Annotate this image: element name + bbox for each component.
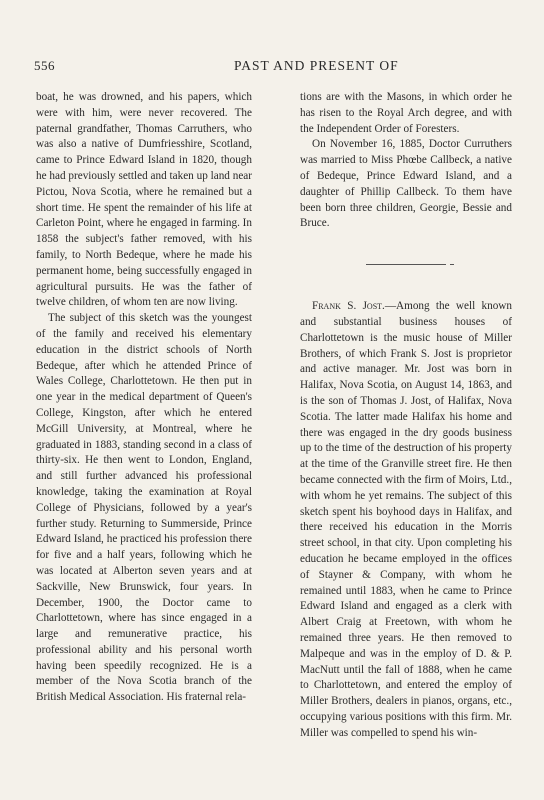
left-column xyxy=(36,90,252,706)
running-title: PAST AND PRESENT OF xyxy=(234,58,399,73)
paragraph xyxy=(300,299,512,741)
paragraph: On November 16, 1885, Doctor Curruthers was married to Miss Phœbe Callbeck, a native of Bedeque, Prince Edward Island, and a daughter of Phillip Callbeck. To them have been born three children, Georgie, Bessie and Bruce. xyxy=(300,138,512,230)
paragraph: boat, he was drowned, and his papers, which were with him, were never recovered. The paternal grandfather, Thomas Carruthers, who was also a native of Dumfriesshire, Scotland, came to Prince Edward Island in 1820, though he had previously settled and taken up land near Pictou, Nova Scotia, where he remained but a short time. He spent the remainder of his life at Carleton Point, where he engaged in farming. In 1858 the subject's father removed, with his family, to North Bedeque, where he made his permanent home, being successfully engaged in agricultural pursuits. He was the father of twelve children, of whom ten are now living. xyxy=(36,91,252,309)
right-column xyxy=(300,90,512,741)
paragraph-body: —Among the well known and substantial business houses of Charlottetown is the music house of Miller Brothers, of which Frank S. Jost is proprietor and active manager. Mr. Jost was born in Halifax, Nova Scotia, on August 14, 1863, and is the son of Thomas J. Jost, of Halifax, Nova Scotia. The latter made Halifax his home and there was engaged in the dry goods business up to the time of the destruction of his property at the time of the Granville street fire. He then became connected with the firm of Moirs, Ltd., with whom he yet remains. The subject of this sketch spent his boyhood days in Halifax, and there received his education in the Morris street school, in that city. Upon completing his education he became employed in the offices of Stayner & Company, with whom he remained until 1883, when he came to Prince Edward Island and engaged as a clerk with Albert Craig at Freetown, with whom he remained three years. He then removed to Malpeque and was in the employ of D. & P. MacNutt until the fall of 1888, when he came to Charlottetown, and entered the employ of Miller Brothers, dealers in pianos, organs, etc., occupying various positions with this firm. Mr. Miller was compelled to spend his win- xyxy=(300,300,512,739)
section-divider xyxy=(366,264,446,265)
page-header xyxy=(34,58,510,78)
subject-name: Frank S. Jost. xyxy=(312,300,385,313)
page-number: 556 xyxy=(34,58,55,73)
paragraph: The subject of this sketch was the youngest of the family and received his elementary education in the district schools of North Bedeque, after which he attended Prince of Wales College, Charlottetown. He then put in one year in the medical department of Queen's College, Kingston, after which he entered McGill University, at Montreal, where he graduated in 1883, standing second in a class of thirty-six. He then went to London, England, and still further advanced his professional knowledge, taking the examination at Royal College of Physicians, followed by a year's further study. Returning to Summerside, Prince Edward Island, he practiced his profession there for five and a half years, following which he was located at Alberton seven years and at Sackville, New Brunswick, four years. In December, 1900, the Doctor came to Charlottetown, where has since engaged in a large and remunerative practice, his professional ability and his personal worth having been speedily recognized. He is a member of the Nova Scotia branch of the British Medical Association. His fraternal rela- xyxy=(36,312,252,704)
paragraph: tions are with the Masons, in which order he has risen to the Royal Arch degree, and with the Independent Order of Foresters. xyxy=(300,91,512,135)
